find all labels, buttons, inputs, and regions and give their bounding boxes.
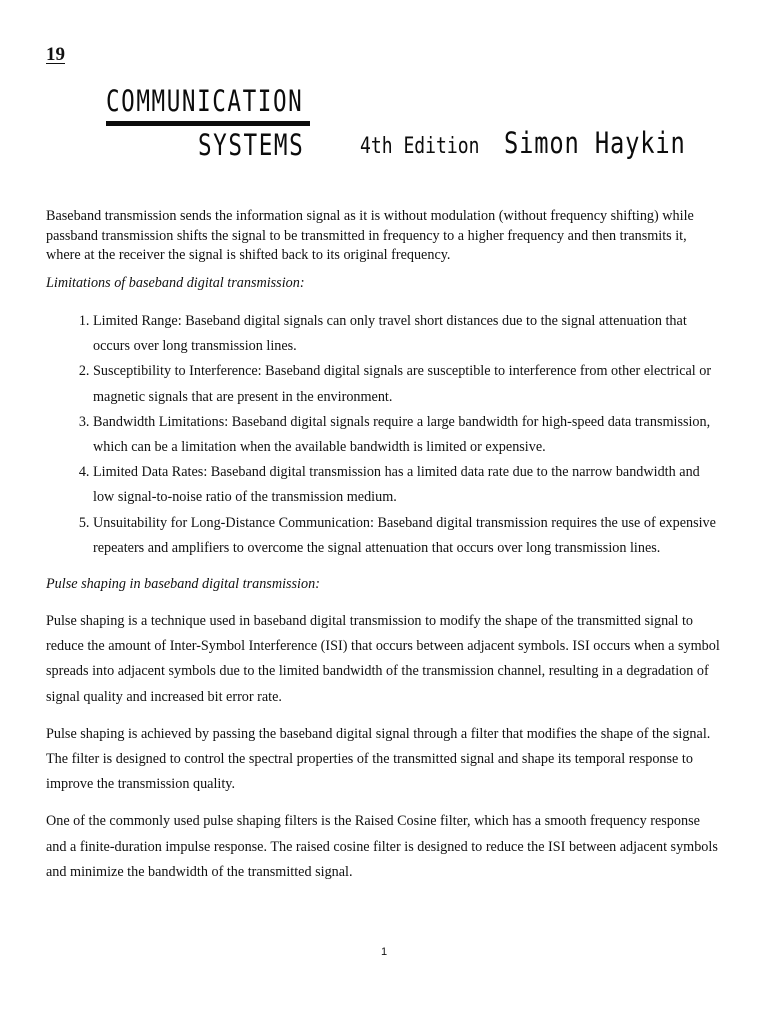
pulse-shaping-heading <box>46 572 722 597</box>
pulse-shaping-heading-colon: : <box>315 576 320 593</box>
book-title-banner <box>106 84 686 174</box>
limitations-heading-colon: : <box>299 274 305 291</box>
limitations-heading <box>46 274 722 294</box>
list-item: 1. Limited Range: Baseband digital signals can only travel short distances due to the signal attenuation that occurs over long transmission lines. <box>93 309 722 359</box>
list-item: 5. Unsuitability for Long-Distance Communication: Baseband digital transmission requires the use of expensive repeaters and amplifiers to overcome the signal attenuation that occurs over long transmission lines. <box>93 511 722 561</box>
document-body <box>46 207 722 885</box>
pulse-shaping-paragraph-2: Pulse shaping is achieved by passing the baseband digital signal through a filter that modifies the shape of the signal. The filter is designed to control the spectral properties of the transmitted signal and shape its temporal response to improve the transmission quality. <box>46 725 711 793</box>
list-item: 3. Bandwidth Limitations: Baseband digital signals require a large bandwidth for high-speed data transmission, which can be a limitation when the available bandwidth is limited or expensive. <box>93 410 722 460</box>
intro-paragraph: Baseband transmission sends the information signal as it is without modulation (without frequency shifting) while passband transmission shifts the signal to be transmitted in frequency to a higher frequency and then transmits it, where at the receiver the signal is shifted back to its original frequency. <box>46 208 694 263</box>
banner-edition: 4th Edition <box>360 134 480 159</box>
limitations-heading-text: Limitations of baseband digital transmission <box>46 274 300 291</box>
banner-rule <box>106 121 310 126</box>
limitations-list <box>46 309 722 561</box>
footer-page-number: 1 <box>380 946 388 958</box>
pulse-shaping-paragraph-1: Pulse shaping is a technique used in baseband digital transmission to modify the shape of the transmitted signal to reduce the amount of Inter-Symbol Interference (ISI) that occurs between adjacent symbols. ISI occurs when a symbol spreads into adjacent symbols due to the limited bandwidth of the transmission channel, resulting in a degradation of signal quality and increased bit error rate. <box>46 613 720 705</box>
pulse-shaping-heading-text: Pulse shaping in baseband digital transmission <box>46 576 316 593</box>
banner-title-communication: COMMUNICATION <box>106 84 304 118</box>
banner-title-systems: SYSTEMS <box>198 128 305 162</box>
pulse-shaping-paragraph-3: One of the commonly used pulse shaping filters is the Raised Cosine filter, which has a smooth frequency response and a finite-duration impulse response. The raised cosine filter is designed to reduce the ISI between adjacent symbols and minimize the bandwidth of the transmitted signal. <box>46 813 718 880</box>
page-number-top: 19 <box>46 44 65 65</box>
list-item: 4. Limited Data Rates: Baseband digital transmission has a limited data rate due to the narrow bandwidth and low signal-to-noise ratio of the transmission medium. <box>93 460 722 510</box>
banner-author: Simon Haykin <box>504 126 686 160</box>
list-item: 2. Susceptibility to Interference: Baseband digital signals are susceptible to interference from other electrical or magnetic signals that are present in the environment. <box>93 359 722 409</box>
